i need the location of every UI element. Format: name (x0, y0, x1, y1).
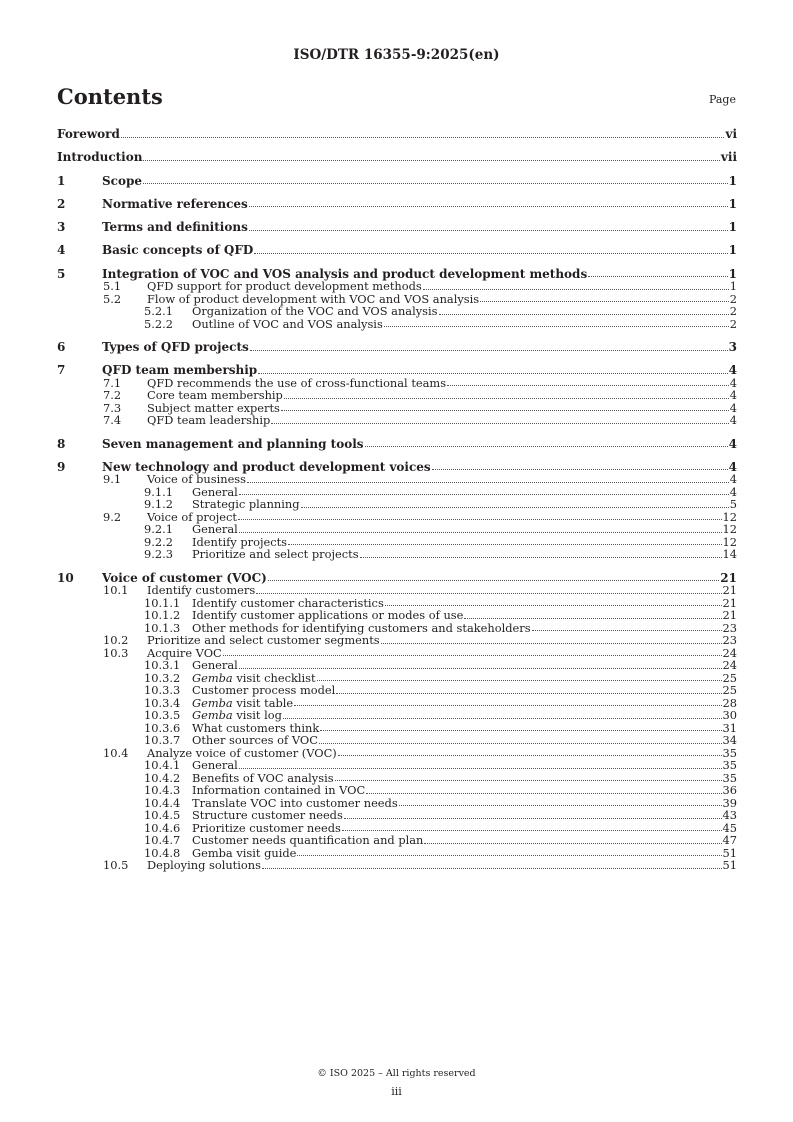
toc-leader-dots (365, 446, 728, 447)
toc-entry-number: 9.2.3 (144, 547, 173, 562)
toc-leader-dots (143, 160, 719, 161)
toc-entry-page: 24 (722, 645, 737, 660)
toc-leader-dots (258, 373, 727, 374)
toc-entry-page: 2 (729, 316, 737, 331)
toc-leader-dots (317, 680, 722, 681)
toc-leader-dots (288, 544, 721, 545)
toc-entry-page: 21 (722, 608, 737, 623)
toc-entry[interactable] (57, 438, 737, 451)
toc-entry[interactable] (57, 784, 737, 797)
toc-entry-number: 10.4.7 (144, 833, 181, 848)
toc-leader-dots (342, 830, 722, 831)
toc-entry-page: 25 (722, 670, 737, 685)
toc-entry-page: 23 (722, 620, 737, 635)
toc-entry-number: 7.3 (103, 400, 122, 415)
toc-entry-label: Customer needs quantification and plan (192, 833, 424, 848)
toc-entry-number: 10.4.8 (144, 845, 181, 860)
toc-entry-number: 10.5 (103, 858, 129, 873)
toc-leader-dots (385, 605, 722, 606)
toc-entry-label-italic: Gemba (192, 670, 233, 685)
toc-entry-page: 43 (722, 808, 737, 823)
toc-entry-number: 10.3.1 (144, 658, 181, 673)
toc-leader-dots (238, 519, 722, 520)
toc-leader-dots (336, 693, 721, 694)
toc-entry-page: 45 (722, 820, 737, 835)
toc-entry-number: 7.1 (103, 375, 122, 390)
toc-leader-dots (294, 705, 721, 706)
toc-entry-page: 3 (728, 340, 737, 355)
toc-entry-number: 10.1 (103, 583, 129, 598)
toc-leader-dots (338, 755, 722, 756)
toc-entry-label: General (192, 522, 238, 537)
toc-entry-label: Integration of VOC and VOS analysis and product development methods (102, 266, 588, 281)
toc-entry-label: Foreword (57, 127, 120, 141)
toc-entry-number: 2 (57, 196, 66, 211)
toc-entry[interactable] (57, 364, 737, 377)
toc-entry-page: 25 (722, 683, 737, 698)
toc-entry-label: Normative references (102, 196, 248, 211)
toc-entry-page: 30 (722, 708, 737, 723)
toc-entry[interactable] (57, 634, 737, 647)
toc-entry[interactable] (57, 221, 737, 234)
toc-entry-number: 7.2 (103, 388, 122, 403)
toc-leader-dots (239, 668, 722, 669)
toc-entry-page: 1 (729, 279, 737, 294)
toc-entry-label: Identify customer characteristics (192, 595, 384, 610)
toc-entry-number: 5.1 (103, 279, 122, 294)
toc-entry-page: 4 (729, 484, 737, 499)
toc-entry-number: 10.4.3 (144, 783, 181, 798)
toc-entry[interactable] (57, 659, 737, 672)
toc-leader-dots (532, 630, 722, 631)
toc-leader-dots (423, 289, 729, 290)
toc-entry-page: 4 (729, 472, 737, 487)
toc-entry-label: Voice of customer (VOC) (102, 570, 267, 585)
toc-entry-page: 2 (729, 291, 737, 306)
toc-entry-label: Flow of product development with VOC and VOS analysis (147, 291, 480, 306)
toc-entry-number: 9.2.1 (144, 522, 173, 537)
toc-leader-dots (268, 580, 719, 581)
toc-entry-page: 4 (728, 363, 737, 378)
toc-leader-dots (480, 301, 729, 302)
toc-entry[interactable] (57, 548, 737, 561)
toc-entry-label: General (192, 658, 238, 673)
toc-entry[interactable] (57, 809, 737, 822)
toc-entry-label: Organization of the VOC and VOS analysis (192, 304, 438, 319)
toc-entry-label: Identify customers (147, 583, 256, 598)
toc-entry[interactable] (57, 584, 737, 597)
toc-entry-page: 39 (722, 795, 737, 810)
toc-entry-number: 10.3.6 (144, 720, 181, 735)
toc-entry-number: 10.2 (103, 633, 129, 648)
toc-entry-label: Translate VOC into customer needs (192, 795, 398, 810)
toc-entry-page: 4 (729, 388, 737, 403)
toc-leader-dots (424, 843, 721, 844)
toc-entry-number: 10.4.2 (144, 770, 181, 785)
toc-entry-page: 1 (728, 173, 737, 188)
toc-entry[interactable] (57, 151, 737, 164)
toc-entry-page: 23 (722, 633, 737, 648)
toc-entry[interactable] (57, 759, 737, 772)
toc-leader-dots (381, 643, 722, 644)
document-id: ISO/DTR 16355-9:2025(en) (293, 47, 500, 63)
toc-entry-label: Prioritize and select projects (192, 547, 359, 562)
toc-entry-number: 7.4 (103, 413, 122, 428)
toc-entry-page: 21 (722, 583, 737, 598)
toc-leader-dots (143, 183, 728, 184)
page-column-label: Page (708, 93, 736, 106)
toc-entry-number: 10.4.4 (144, 795, 181, 810)
table-of-contents (57, 128, 737, 872)
toc-entry-label: Identify projects (192, 534, 288, 549)
toc-entry-label: Benefits of VOC analysis (192, 770, 334, 785)
toc-entry-page: 35 (722, 745, 737, 760)
toc-entry-page: 1 (728, 220, 737, 235)
toc-entry-label: Core team membership (147, 388, 283, 403)
toc-entry-number: 9 (57, 459, 66, 474)
toc-leader-dots (249, 206, 728, 207)
toc-entry-page: 12 (722, 509, 737, 524)
toc-leader-dots (239, 768, 722, 769)
toc-entry[interactable] (57, 198, 737, 211)
toc-entry-label: Outline of VOC and VOS analysis (192, 316, 383, 331)
toc-leader-dots (239, 532, 722, 533)
toc-leader-dots (439, 314, 729, 315)
copyright-notice: © ISO 2025 – All rights reserved (317, 1068, 476, 1079)
toc-leader-dots (319, 743, 722, 744)
toc-entry-number: 10.3.5 (144, 708, 181, 723)
toc-entry-label: Structure customer needs (192, 808, 343, 823)
toc-entry-label-rest: visit table (232, 695, 294, 710)
toc-entry-number: 10.1.1 (144, 595, 181, 610)
toc-entry-label: What customers think (192, 720, 320, 735)
toc-entry-label: Scope (102, 173, 143, 188)
toc-entry-label: General (192, 758, 238, 773)
toc-entry-page: 24 (722, 658, 737, 673)
toc-entry-number: 10.1.3 (144, 620, 181, 635)
toc-entry[interactable] (57, 318, 737, 331)
toc-entry-page: 1 (728, 243, 737, 258)
toc-entry-page: 4 (728, 436, 737, 451)
toc-entry-label: Prioritize customer needs (192, 820, 341, 835)
toc-entry-number: 9.1.2 (144, 497, 173, 512)
toc-entry-page: 14 (722, 547, 737, 562)
toc-entry-label: Subject matter experts (147, 400, 280, 415)
toc-leader-dots (360, 557, 722, 558)
toc-leader-dots (297, 855, 721, 856)
toc-leader-dots (588, 276, 727, 277)
toc-leader-dots (262, 868, 722, 869)
toc-entry-label: General (192, 484, 238, 499)
page-number: iii (391, 1085, 402, 1098)
toc-entry-page: 4 (728, 459, 737, 474)
toc-entry-label: Terms and definitions (102, 220, 248, 235)
toc-leader-dots (432, 469, 728, 470)
toc-leader-dots (256, 593, 721, 594)
toc-entry-number: 1 (57, 173, 66, 188)
toc-entry-number: 9.1.1 (144, 484, 173, 499)
toc-entry-page: 4 (729, 413, 737, 428)
toc-entry-number: 3 (57, 220, 66, 235)
toc-entry-number: 5.2.2 (144, 316, 173, 331)
toc-entry-number: 10.4.6 (144, 820, 181, 835)
toc-leader-dots (344, 818, 722, 819)
toc-entry-number: 8 (57, 436, 66, 451)
toc-entry-page: 1 (728, 266, 737, 281)
toc-entry-page: 12 (722, 522, 737, 537)
toc-entry-number: 10.3 (103, 645, 129, 660)
toc-entry-page: 35 (722, 770, 737, 785)
toc-leader-dots (283, 718, 722, 719)
toc-entry-label: Analyze voice of customer (VOC) (147, 745, 337, 760)
toc-entry-number: 10.3.7 (144, 733, 181, 748)
toc-entry[interactable] (57, 389, 737, 402)
toc-entry-number: 10 (57, 570, 74, 585)
toc-entry-number: 5 (57, 266, 66, 281)
toc-leader-dots (320, 730, 721, 731)
toc-entry-page: 21 (722, 595, 737, 610)
toc-entry-label: Acquire VOC (147, 645, 222, 660)
toc-leader-dots (384, 326, 729, 327)
toc-entry-page: 51 (722, 845, 737, 860)
toc-leader-dots (366, 793, 721, 794)
toc-entry-label (192, 709, 282, 722)
toc-entry-number: 5.2.1 (144, 304, 173, 319)
toc-entry-label: QFD recommends the use of cross-functional teams (147, 375, 447, 390)
toc-entry-page: vii (720, 150, 737, 165)
toc-entry-page: 21 (720, 570, 737, 585)
toc-entry[interactable] (57, 305, 737, 318)
toc-entry-number: 5.2 (103, 291, 122, 306)
toc-entry-number: 10.3.2 (144, 670, 181, 685)
toc-entry-page: 5 (729, 497, 737, 512)
toc-entry-label: Prioritize and select customer segments (147, 633, 380, 648)
toc-entry-page: 35 (722, 758, 737, 773)
toc-entry-number: 9.2.2 (144, 534, 173, 549)
toc-leader-dots (464, 618, 721, 619)
toc-entry-page: 47 (722, 833, 737, 848)
toc-entry-number: 10.4.1 (144, 758, 181, 773)
toc-leader-dots (223, 655, 722, 656)
toc-entry-number: 4 (57, 243, 66, 258)
toc-entry-number: 10.4 (103, 745, 129, 760)
toc-leader-dots (239, 494, 729, 495)
toc-entry-label: QFD support for product development methods (147, 279, 422, 294)
toc-entry-label-rest: visit log (232, 708, 282, 723)
toc-leader-dots (281, 410, 729, 411)
toc-entry-number: 7 (57, 363, 66, 378)
toc-leader-dots (247, 482, 729, 483)
toc-entry-label: Seven management and planning tools (102, 436, 364, 451)
toc-entry[interactable] (57, 859, 737, 872)
toc-entry-number: 9.2 (103, 509, 122, 524)
toc-leader-dots (249, 230, 728, 231)
toc-entry-label: Information contained in VOC (192, 783, 366, 798)
toc-entry-number: 10.4.5 (144, 808, 181, 823)
toc-entry-label: Gemba visit guide (192, 845, 297, 860)
toc-entry[interactable] (57, 684, 737, 697)
toc-entry[interactable] (57, 834, 737, 847)
toc-entry-label-italic: Gemba (192, 695, 233, 710)
toc-entry-label-italic: Gemba (192, 708, 233, 723)
toc-entry-number: 10.1.2 (144, 608, 181, 623)
toc-entry-page: 2 (729, 304, 737, 319)
toc-leader-dots (284, 398, 729, 399)
toc-entry-number: 9.1 (103, 472, 122, 487)
toc-entry-label: Customer process model (192, 683, 336, 698)
toc-leader-dots (335, 780, 722, 781)
toc-entry-page: 4 (729, 400, 737, 415)
toc-entry-label: Types of QFD projects (102, 340, 249, 355)
toc-entry-label: Deploying solutions (147, 858, 261, 873)
toc-entry-label: QFD team leadership (147, 413, 271, 428)
toc-entry-page: 51 (722, 858, 737, 873)
toc-leader-dots (254, 253, 727, 254)
toc-entry[interactable] (57, 414, 737, 427)
toc-entry-label: Other methods for identifying customers and stakeholders (192, 620, 531, 635)
toc-entry-number: 6 (57, 340, 66, 355)
toc-entry-label: Other sources of VOC (192, 733, 318, 748)
toc-leader-dots (399, 805, 722, 806)
toc-entry[interactable] (57, 609, 737, 622)
toc-entry-label: Strategic planning (192, 497, 300, 512)
toc-entry-label: New technology and product development voices (102, 459, 431, 474)
toc-entry-page: 31 (722, 720, 737, 735)
toc-entry-page: 34 (722, 733, 737, 748)
toc-entry-page: vi (725, 127, 737, 141)
toc-entry-page: 28 (722, 695, 737, 710)
toc-entry-page: 4 (729, 375, 737, 390)
toc-entry-page: 36 (722, 783, 737, 798)
toc-leader-dots (447, 385, 729, 386)
toc-entry-label: Introduction (57, 150, 143, 165)
toc-leader-dots (121, 137, 725, 138)
toc-entry-label: Basic concepts of QFD (102, 243, 254, 258)
toc-entry[interactable] (57, 734, 737, 747)
toc-entry-page: 1 (728, 196, 737, 211)
toc-entry[interactable] (57, 341, 737, 354)
toc-entry[interactable] (57, 280, 737, 293)
toc-entry-label: QFD team membership (102, 363, 258, 378)
toc-leader-dots (301, 507, 729, 508)
toc-entry-number: 10.3.4 (144, 695, 181, 710)
toc-entry-page: 12 (722, 534, 737, 549)
toc-leader-dots (271, 423, 728, 424)
toc-entry-label: Voice of project (147, 509, 237, 524)
toc-entry-label: Voice of business (147, 472, 246, 487)
toc-entry[interactable] (57, 244, 737, 257)
toc-entry[interactable] (57, 175, 737, 188)
toc-entry[interactable] (57, 709, 737, 722)
toc-entry-label: Identify customer applications or modes of use (192, 608, 464, 623)
toc-entry[interactable] (57, 128, 737, 141)
toc-leader-dots (250, 350, 728, 351)
toc-entry-label-rest: visit checklist (232, 670, 316, 685)
page-title: Contents (57, 84, 163, 109)
toc-entry-number: 10.3.3 (144, 683, 181, 698)
